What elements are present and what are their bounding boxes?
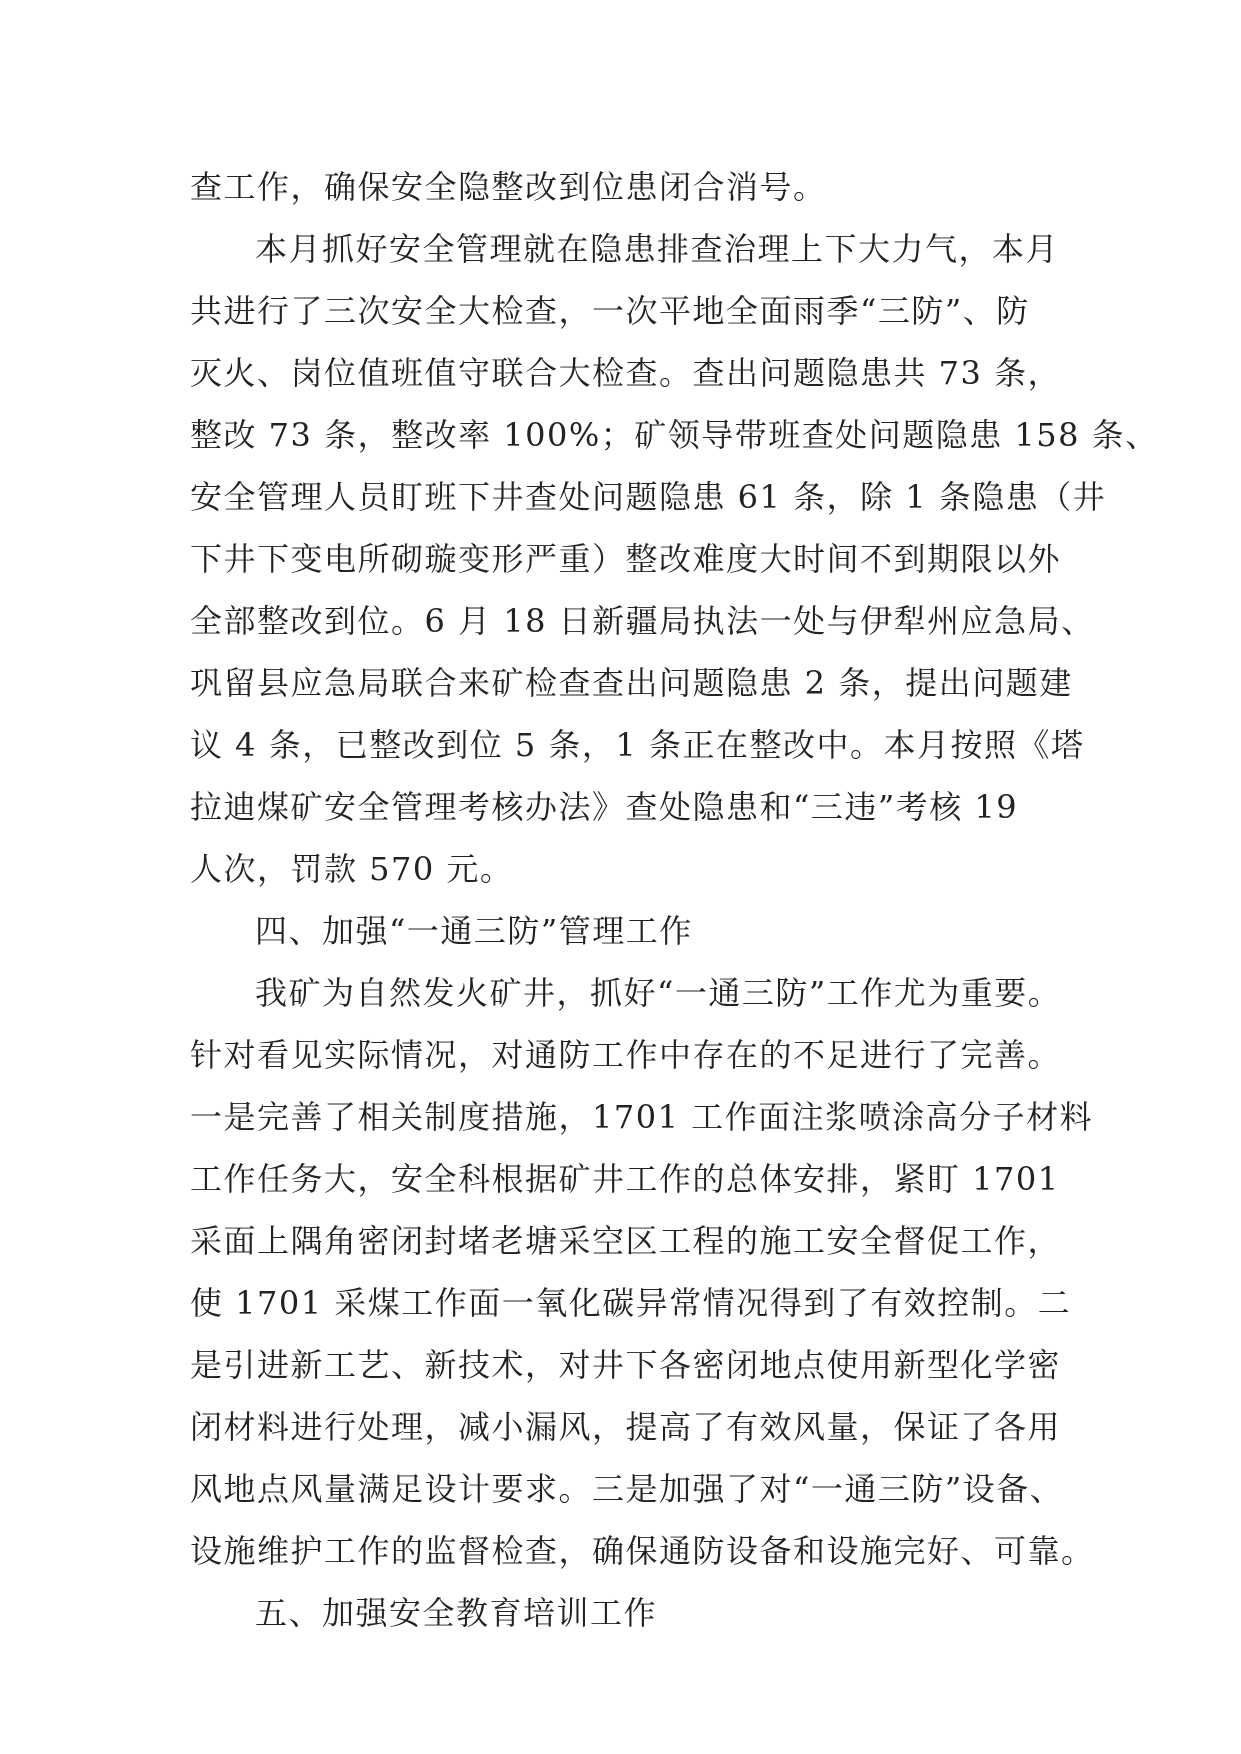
text-line: 巩留县应急局联合来矿检查查出问题隐患 2 条，提出问题建 [190, 664, 1073, 702]
text-line: 下井下变电所砌璇变形严重）整改难度大时间不到期限以外 [190, 540, 1062, 578]
text-line: 使 1701 采煤工作面一氧化碳异常情况得到了有效控制。二 [190, 1284, 1072, 1322]
text-line: 一是完善了相关制度措施，1701 工作面注浆喷涂高分子材料 [190, 1098, 1094, 1136]
section-heading-5: 五、加强安全教育培训工作 [255, 1594, 658, 1632]
text-line: 设施维护工作的监督检查，确保通防设备和设施完好、可靠。 [190, 1532, 1095, 1570]
text-line: 议 4 条，已整改到位 5 条，1 条正在整改中。本月按照《塔 [190, 726, 1085, 764]
text-line: 整改 73 条，整改率 100%；矿领导带班查处问题隐患 158 条、 [190, 416, 1159, 454]
document-body [190, 156, 1159, 1644]
text-line: 共进行了三次安全大检查，一次平地全面雨季“三防”、防 [190, 292, 1030, 330]
text-line: 工作任务大，安全科根据矿井工作的总体安排，紧盯 1701 [190, 1160, 1060, 1198]
section-heading-4: 四、加强“一通三防”管理工作 [255, 912, 693, 950]
text-line: 风地点风量满足设计要求。三是加强了对“一通三防”设备、 [190, 1470, 1064, 1508]
text-line: 人次，罚款 570 元。 [190, 850, 514, 888]
text-line: 全部整改到位。6 月 18 日新疆局执法一处与伊犁州应急局、 [190, 602, 1095, 640]
text-line: 针对看见实际情况，对通防工作中存在的不足进行了完善。 [190, 1036, 1062, 1074]
text-line: 闭材料进行处理，减小漏风，提高了有效风量，保证了各用 [190, 1408, 1062, 1446]
text-line: 查工作，确保安全隐整改到位患闭合消号。 [190, 168, 827, 206]
text-line: 安全管理人员盯班下井查处问题隐患 61 条，除 1 条隐患（井 [190, 478, 1107, 516]
text-line: 灭火、岗位值班值守联合大检查。查出问题隐患共 73 条， [190, 354, 1062, 392]
text-line: 是引进新工艺、新技术，对井下各密闭地点使用新型化学密 [190, 1346, 1062, 1384]
paragraph-start-line: 本月抓好安全管理就在隐患排查治理上下大力气，本月 [255, 230, 1060, 268]
text-line: 拉迪煤矿安全管理考核办法》查处隐患和“三违”考核 19 [190, 788, 1019, 826]
text-line: 采面上隅角密闭封堵老塘采空区工程的施工安全督促工作， [190, 1222, 1062, 1260]
paragraph-start-line: 我矿为自然发火矿井，抓好“一通三防”工作尤为重要。 [255, 974, 1062, 1012]
